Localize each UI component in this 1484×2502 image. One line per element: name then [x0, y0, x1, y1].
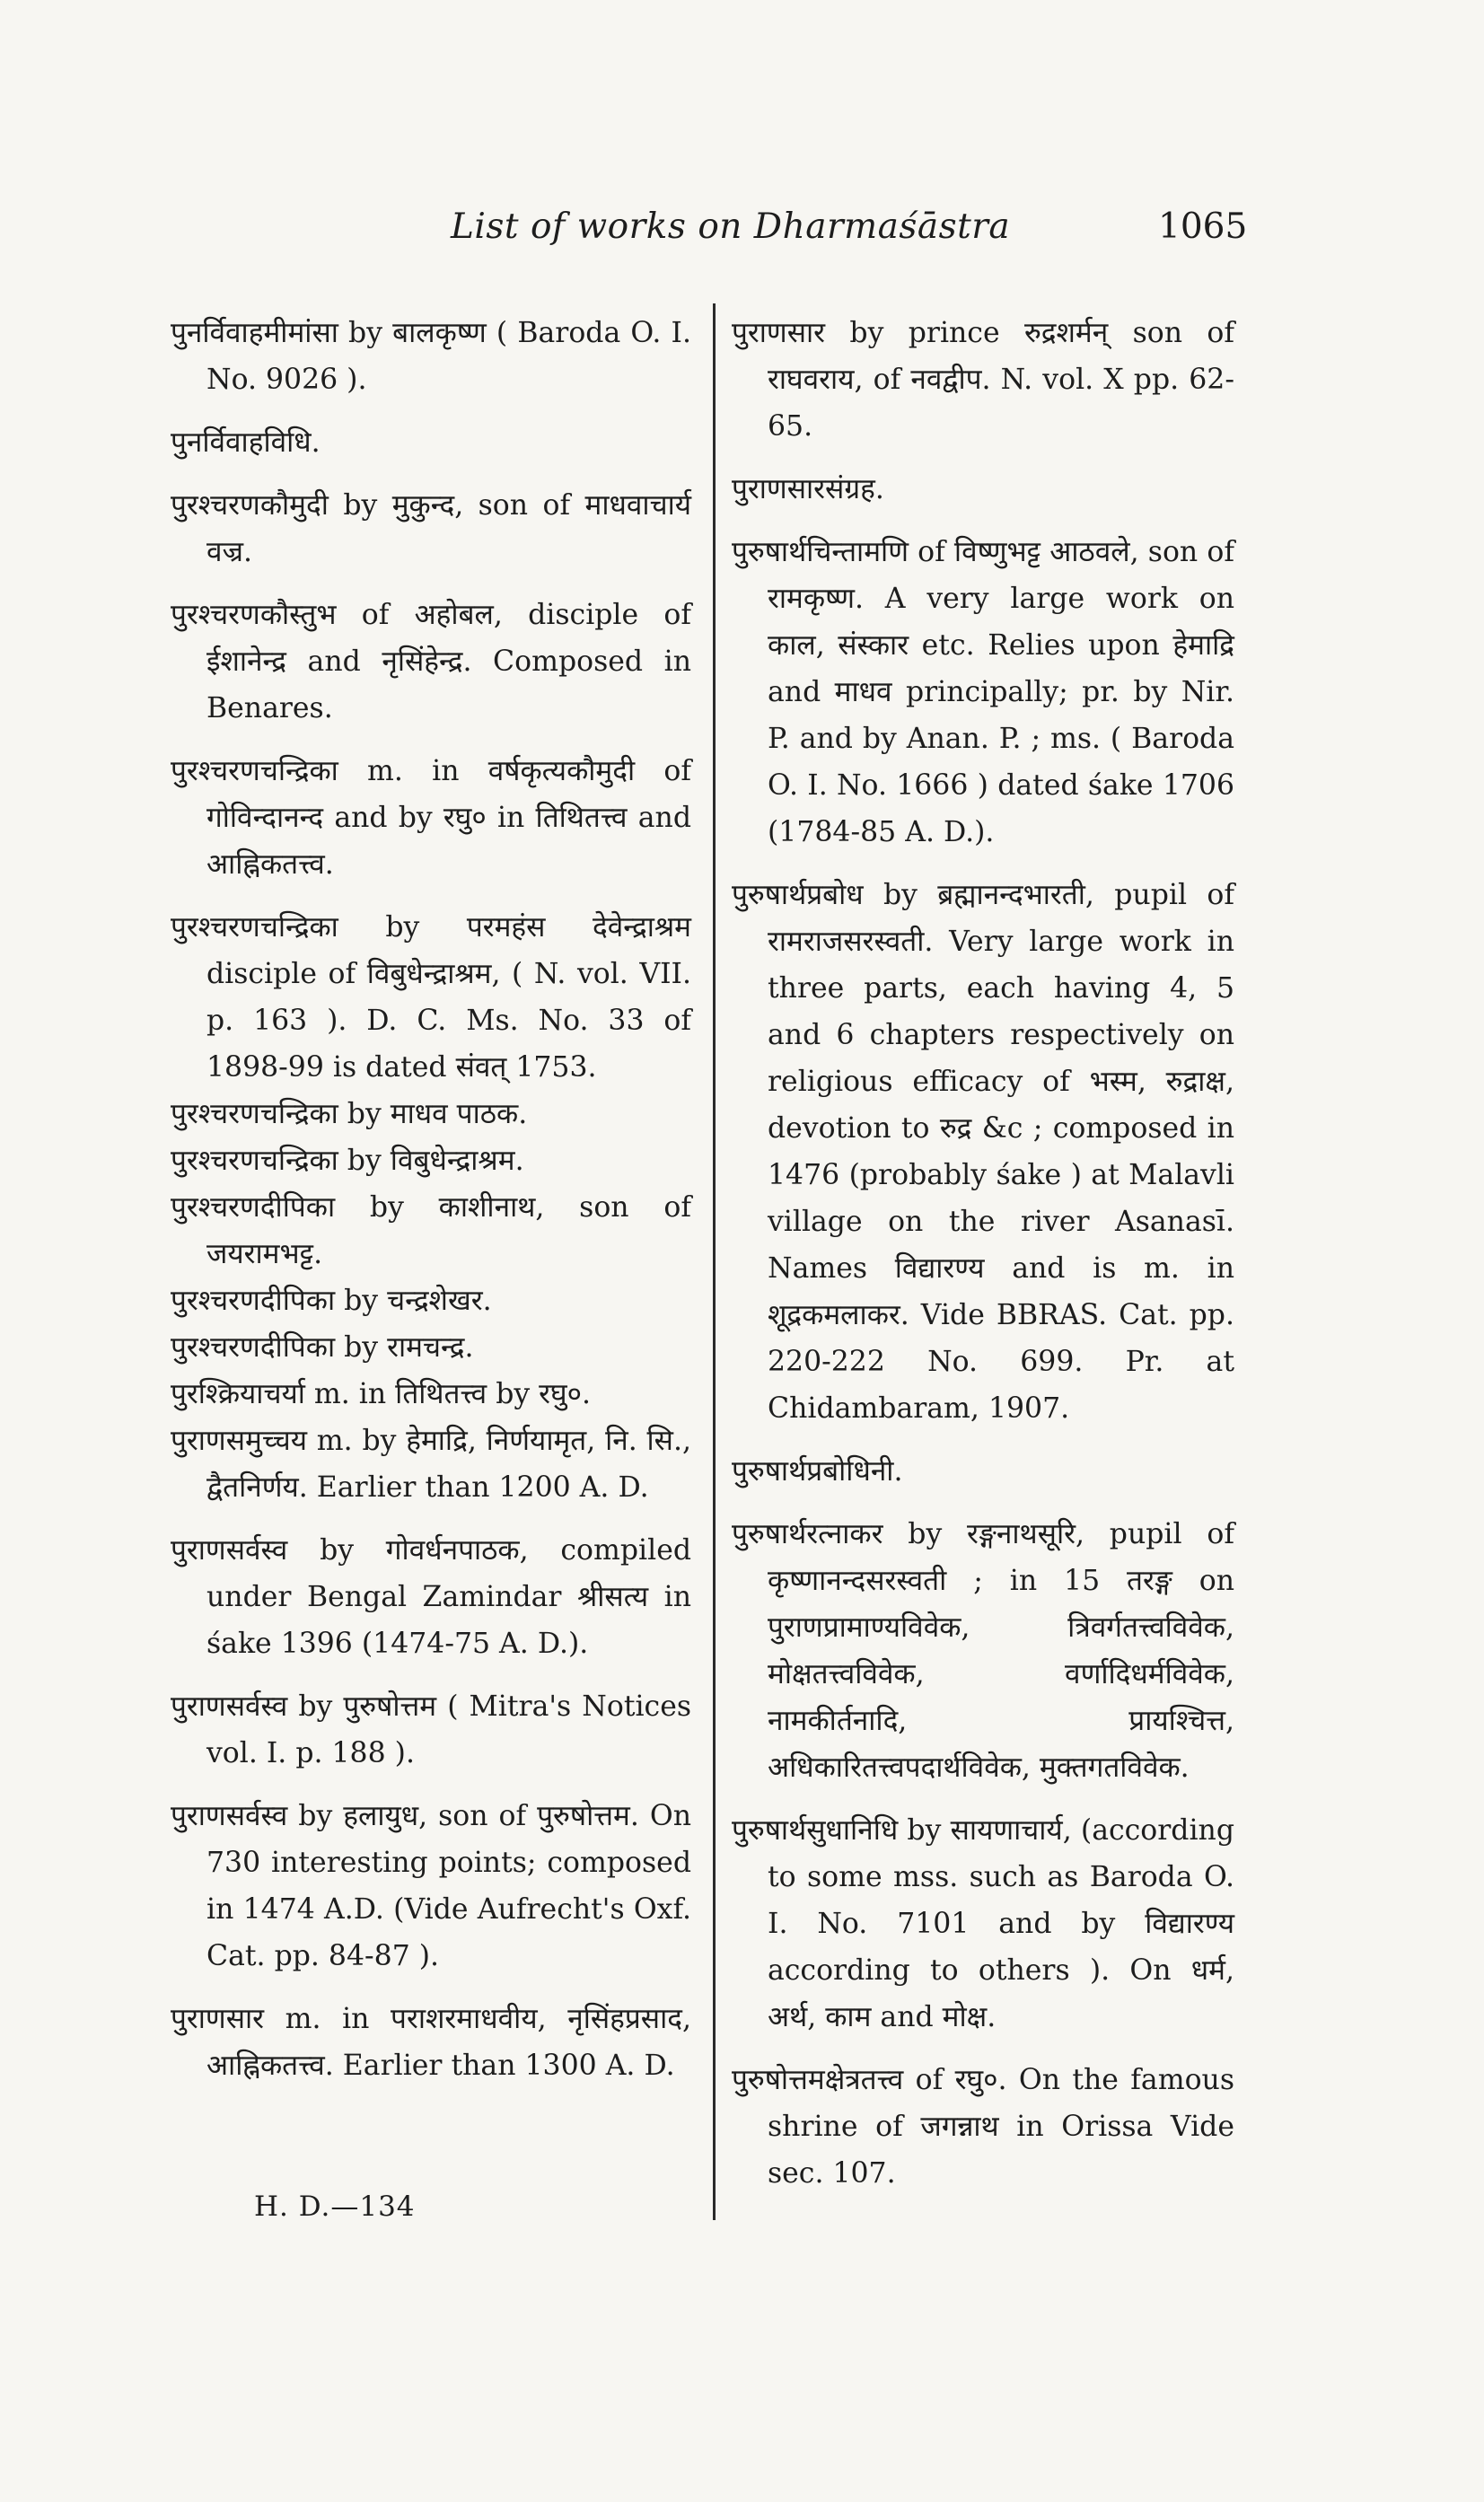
list-item: पुरश्चरणचन्द्रिका by विबुधेन्द्राश्रम. — [171, 1145, 524, 1177]
list-item: पुरश्चरणदीपिका by चन्द्रशेखर. — [171, 1285, 492, 1317]
list-item: पुराणसर्वस्व by गोवर्धनपाठक, compiled under Bengal Zamindar श्रीसत्य in śake 1396 (1474-75 A. D.). — [171, 1534, 691, 1660]
list-item: पुरश्चरणचन्द्रिका m. in वर्षकृत्यकौमुदी of गोविन्दानन्द and by रघु० in तिथितत्त्व and आह्निकतत्त्व. — [171, 755, 691, 881]
list-item: पुरुषार्थप्रबोधिनी. — [732, 1455, 903, 1488]
list-item: पुरश्चरणकौस्तुभ of अहोबल, disciple of ईशानेन्द्र and नृसिंहेन्द्र. Composed in Benares. — [171, 599, 691, 724]
right-column — [732, 310, 1234, 2197]
list-item: पुरश्चरणदीपिका by रामचन्द्र. — [171, 1331, 474, 1364]
list-item: पुराणसर्वस्व by हलायुध, son of पुरुषोत्तम. On 730 interesting points; composed in 1474 A.D. (Vide Aufrecht's Oxf. Cat. pp. 84-87 ). — [171, 1800, 691, 1972]
footer-signature: H. D.—134 — [254, 2190, 416, 2223]
list-item: पुरश्चरणदीपिका by काशीनाथ, son of जयरामभट्ट. — [171, 1191, 691, 1270]
list-item: पुराणसारसंग्रह. — [732, 473, 884, 505]
list-item: पुरुषार्थचिन्तामणि of विष्णुभट्ट आठवले, son of रामकृष्ण. A very large work on काल, संस्कार etc. Relies upon हेमाद्रि and माधव principally; pr. by Nir. P. and by Anan. P. ; ms. ( Baroda O. I. No. 1666 ) dated śake 1706 (1784-85 A. D.). — [732, 536, 1234, 848]
list-item: पुराणसार by prince रुद्रशर्मन् son of राघवराय, of नवद्वीप. N. vol. X pp. 62-65. — [732, 317, 1234, 443]
list-item: पुनर्विवाहविधि. — [171, 426, 321, 459]
list-item: पुरुषार्थसुधानिधि by सायणाचार्य, (according to some mss. such as Baroda O. I. No. 7101 and by विद्यारण्य according to others ). On धर्म, अर्थ, काम and मोक्ष. — [732, 1814, 1234, 2033]
list-item: पुरश्क्रियाचर्या m. in तिथितत्त्व by रघु०. — [171, 1378, 592, 1410]
list-item: पुरश्चरणकौमुदी by मुकुन्द, son of माधवाचार्य वज्र. — [171, 489, 691, 568]
list-item: पुरुषार्थप्रबोध by ब्रह्मानन्दभारती, pupil of रामराजसरस्वती. Very large work in three parts, each having 4, 5 and 6 chapters respectively on religious efficacy of भस्म, रुद्राक्ष, devotion to रुद्र &c ; composed in 1476 (probably śake ) at Malavli village on the river Asanasī. Names विद्यारण्य and is m. in शूद्रकमलाकर. Vide BBRAS. Cat. pp. 220-222 No. 699. Pr. at Chidambaram, 1907. — [732, 879, 1234, 1425]
list-item: पुरुषार्थरत्नाकर by रङ्गनाथसूरि, pupil of कृष्णानन्दसरस्वती ; in 15 तरङ्ग on पुराणप्रामाण्यविवेक, त्रिवर्गतत्त्वविवेक, मोक्षतत्त्वविवेक, वर्णादिधर्मविवेक, नामकीर्तनादि, प्रायश्चित्त, अधिकारितत्त्वपदार्थविवेक, मुक्तगतविवेक. — [732, 1518, 1234, 1784]
list-item: पुराणसमुच्चय m. by हेमाद्रि, निर्णयामृत, नि. सि., द्वैतनिर्णय. Earlier than 1200 A. D. — [171, 1425, 691, 1504]
left-column — [171, 310, 691, 2089]
list-item: पुरुषोत्तमक्षेत्रतत्त्व of रघु०. On the famous shrine of जगन्नाथ in Orissa Vide sec. 107. — [732, 2064, 1234, 2190]
page-header — [0, 206, 1484, 260]
list-item: पुनर्विवाहमीमांसा by बालकृष्ण ( Baroda O. I. No. 9026 ). — [171, 317, 691, 396]
list-item: पुराणसार m. in पराशरमाधवीय, नृसिंहप्रसाद, आह्निकतत्त्व. Earlier than 1300 A. D. — [171, 2003, 691, 2082]
list-item: पुरश्चरणचन्द्रिका by माधव पाठक. — [171, 1098, 528, 1130]
running-title: List of works on Dharmaśāstra — [451, 206, 1011, 247]
column-divider — [713, 303, 716, 2220]
page-number: 1065 — [1158, 206, 1248, 247]
list-item: पुरश्चरणचन्द्रिका by परमहंस देवेन्द्राश्रम disciple of विबुधेन्द्राश्रम, ( N. vol. VII. p. 163 ). D. C. Ms. No. 33 of 1898-99 is dated संवत् 1753. — [171, 911, 691, 1084]
list-item: पुराणसर्वस्व by पुरुषोत्तम ( Mitra's Notices vol. I. p. 188 ). — [171, 1690, 691, 1769]
